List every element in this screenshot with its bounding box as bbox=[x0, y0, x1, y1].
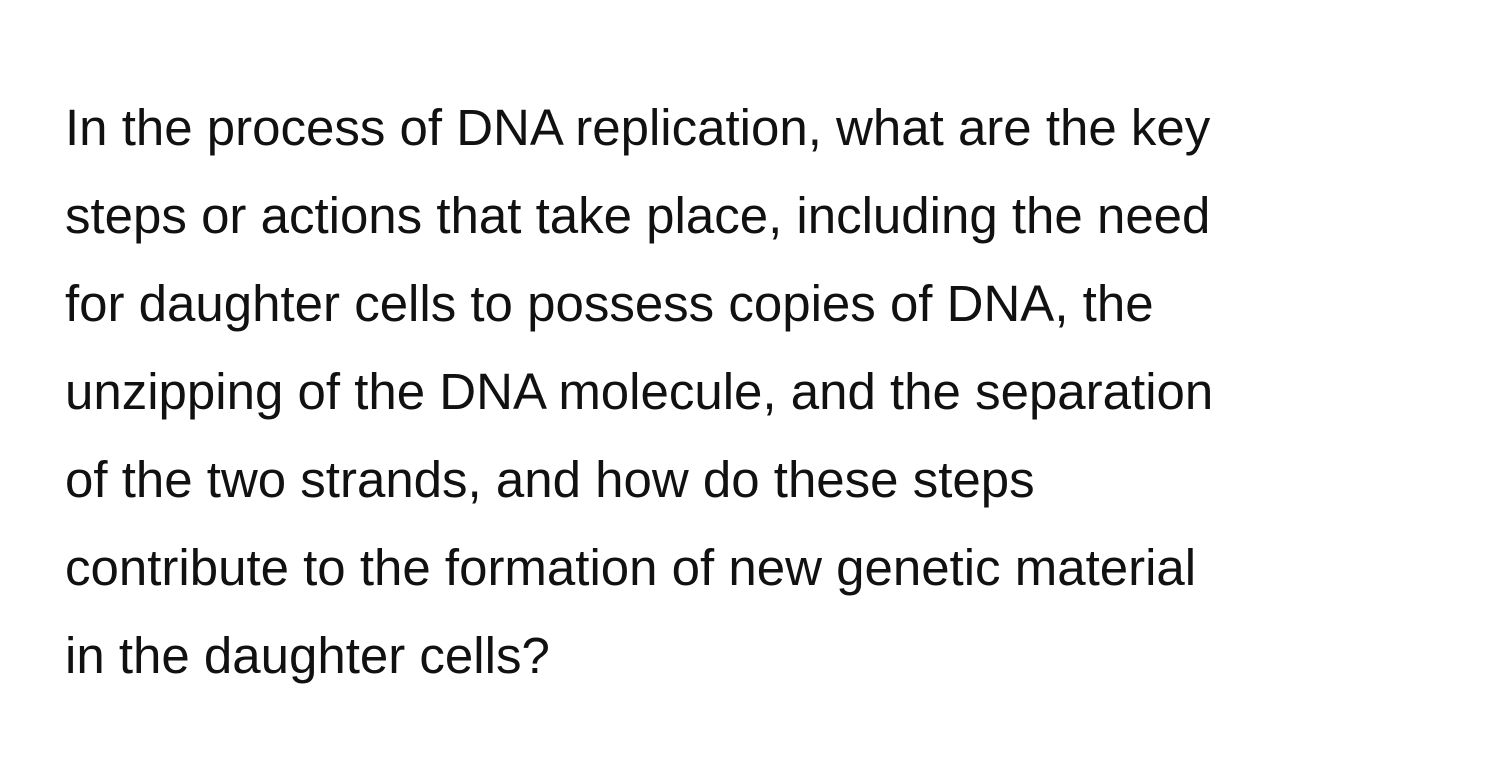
question-line: unzipping of the DNA molecule, and the separation bbox=[65, 363, 1214, 420]
question-line: steps or actions that take place, including the need bbox=[65, 187, 1211, 244]
question-line: for daughter cells to possess copies of DNA, the bbox=[65, 275, 1154, 332]
question-line: In the process of DNA replication, what are the key bbox=[65, 99, 1211, 156]
question-line: in the daughter cells? bbox=[65, 627, 550, 684]
question-line: of the two strands, and how do these steps bbox=[65, 451, 1035, 508]
question-text bbox=[65, 84, 1455, 700]
question-line: contribute to the formation of new genetic material bbox=[65, 539, 1197, 596]
